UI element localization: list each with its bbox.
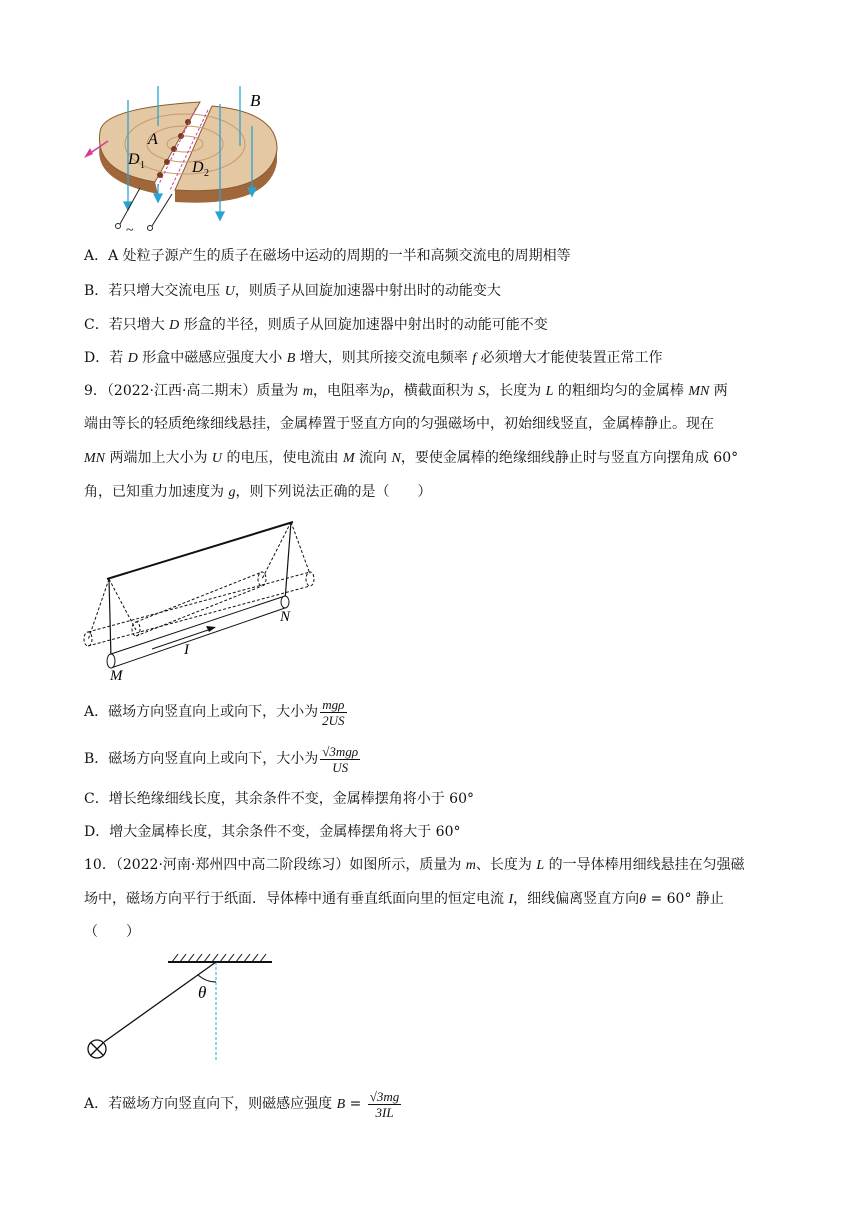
label-ac: ~ — [126, 223, 134, 236]
q9-stem-line-3: MN 两端加上大小为 U 的电压，使电流由 M 流向 N，要使金属棒的绝缘细线静止时与竖直方向摆角成 60° — [84, 450, 739, 466]
q9-option-d[interactable]: D．增大金属棒长度，其余条件不变，金属棒摆角将大于 60° — [84, 824, 461, 840]
q8-option-a[interactable]: A．A 处粒子源产生的质子在磁场中运动的周期的一半和高频交流电的周期相等 — [84, 248, 571, 264]
label-M: M — [110, 668, 123, 682]
q9-stem-line-2: 端由等长的轻质绝缘细线悬挂，金属棒置于竖直方向的匀强磁场中，初始细线竖直，金属棒静止。现在 — [84, 416, 714, 432]
label-I: I — [184, 642, 189, 658]
q9-option-b[interactable]: B．磁场方向竖直向上或向下，大小为 $\frac{\text{√3mgρ}}{US}$ — [84, 743, 359, 775]
label-D1-sub: 1 — [140, 160, 145, 171]
q9-option-c[interactable]: C．增长绝缘细线长度，其余条件不变，金属棒摆角将小于 60° — [84, 791, 474, 807]
q9-option-a[interactable]: A．磁场方向竖直向上或向下，大小为 $\frac{\text{mgρ}}{2US}$ — [84, 696, 345, 728]
label-theta: θ — [198, 983, 207, 1002]
label-N: N — [280, 609, 291, 625]
q9-stem-line-1: 9．（2022·江西·高二期末）质量为 m，电阻率为ρ，横截面积为 S，长度为 L 的粗细均匀的金属棒 MN 两 — [84, 383, 728, 399]
q10-stem-line-2: 场中，磁场方向平行于纸面．导体棒中通有垂直纸面向里的恒定电流 I，细线偏离竖直方向θ = 60° 静止 — [84, 891, 724, 907]
q10-option-a[interactable]: A．若磁场方向竖直向下，则磁感应强度 B = $\frac{√3mg}{3IL}$ — [84, 1088, 400, 1120]
label-B: B — [250, 91, 261, 110]
label-D2-sub: 2 — [204, 168, 209, 179]
q8-option-d[interactable]: D．若 D 形盒中磁感应强度大小 B 增大，则其所接交流电频率 f 必须增大才能使装置正常工作 — [84, 350, 663, 366]
cyclotron-figure — [80, 86, 340, 236]
label-D1: D — [128, 151, 140, 168]
label-D2: D — [192, 159, 204, 176]
label-A: A — [148, 131, 158, 148]
q9-stem-line-4: 角，已知重力加速度为 g，则下列说法正确的是（ ） — [84, 484, 432, 500]
q8-option-c[interactable]: C．若只增大 D 形盒的半径，则质子从回旋加速器中射出时的动能可能不变 — [84, 317, 548, 333]
pendulum-figure — [80, 952, 280, 1062]
q10-stem-line-3: （ ） — [84, 924, 140, 940]
q8-option-b[interactable]: B．若只增大交流电压 U，则质子从回旋加速器中射出时的动能变大 — [84, 283, 501, 299]
q10-stem-line-1: 10．（2022·河南·郑州四中高二阶段练习）如图所示，质量为 m、长度为 L 的一导体棒用细线悬挂在匀强磁 — [84, 857, 745, 873]
suspended-rod-figure — [80, 512, 320, 682]
